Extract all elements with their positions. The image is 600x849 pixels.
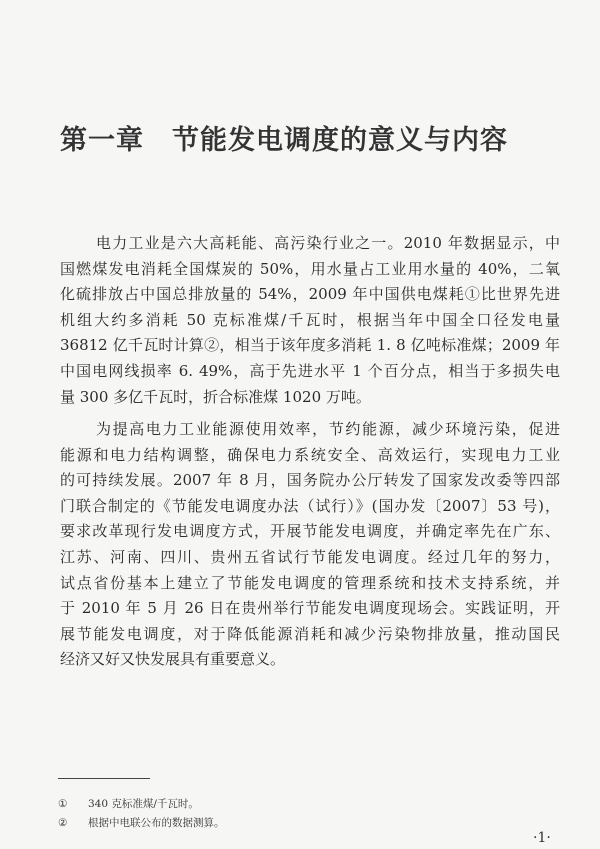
text-line: 门联合制定的《节能发电调度办法（试行）》(国办发〔2007〕53 号)，	[60, 496, 560, 515]
text-line: 的可持续发展。2007 年 8 月，国务院办公厅转发了国家发改委等四部	[60, 471, 560, 490]
text-line: 量 300 多亿千瓦时，折合标准煤 1020 万吨。	[60, 387, 371, 406]
footnote-text: 根据中电联公布的数据测算。	[88, 817, 225, 829]
paragraph-1	[60, 231, 560, 410]
footnote-mark: ②	[58, 817, 68, 829]
text-line: 展节能发电调度，对于降低能源消耗和减少污染物排放量，推动国民	[60, 624, 560, 643]
footnote-mark: ①	[58, 798, 68, 810]
chapter-title	[60, 118, 530, 157]
text-line: 为提高电力工业能源使用效率，节约能源，减少环境污染，促进	[96, 420, 560, 438]
footnote-text: 340 克标准煤/千瓦时。	[88, 798, 199, 810]
text-line: 江苏、河南、四川、贵州五省试行节能发电调度。经过几年的努力，	[60, 547, 560, 566]
chapter-number: 第一章	[60, 125, 144, 156]
chapter-heading-text: 节能发电调度的意义与内容	[172, 125, 508, 156]
text-line: 试点省份基本上建立了节能发电调度的管理系统和技术支持系统，并	[60, 573, 560, 592]
text-line: 化硫排放占中国总排放量的 54%，2009 年中国供电煤耗①比世界先进	[60, 285, 560, 304]
text-line: 中国电网线损率 6. 49%，高于先进水平 1 个百分点，相当于多损失电	[60, 361, 560, 380]
paragraph-2	[60, 417, 560, 673]
text-line: 要求改革现行发电调度方式，开展节能发电调度，并确定率先在广东、	[60, 522, 560, 541]
text-line: 经济又好又快发展具有重要意义。	[60, 650, 286, 669]
text-line: 36812 亿千瓦时计算②，相当于该年度多消耗 1. 8 亿吨标准煤；2009 年	[60, 336, 560, 355]
text-line: 于 2010 年 5 月 26 日在贵州举行节能发电调度现场会。实践证明，开	[60, 599, 560, 618]
text-line: 能源和电力结构调整，确保电力系统安全、高效运行，实现电力工业	[60, 445, 560, 464]
footnote-1	[58, 796, 199, 811]
page-number: ·1·	[533, 830, 551, 846]
text-line: 国燃煤发电消耗全国煤炭的 50%，用水量占工业用水量的 40%，二氧	[60, 259, 560, 278]
footnote-divider	[58, 778, 150, 779]
text-line: 电力工业是六大高耗能、高污染行业之一。2010 年数据显示，中	[96, 234, 560, 252]
footnote-2	[58, 815, 225, 830]
text-line: 机组大约多消耗 50 克标准煤/千瓦时，根据当年中国全口径发电量	[60, 310, 560, 329]
